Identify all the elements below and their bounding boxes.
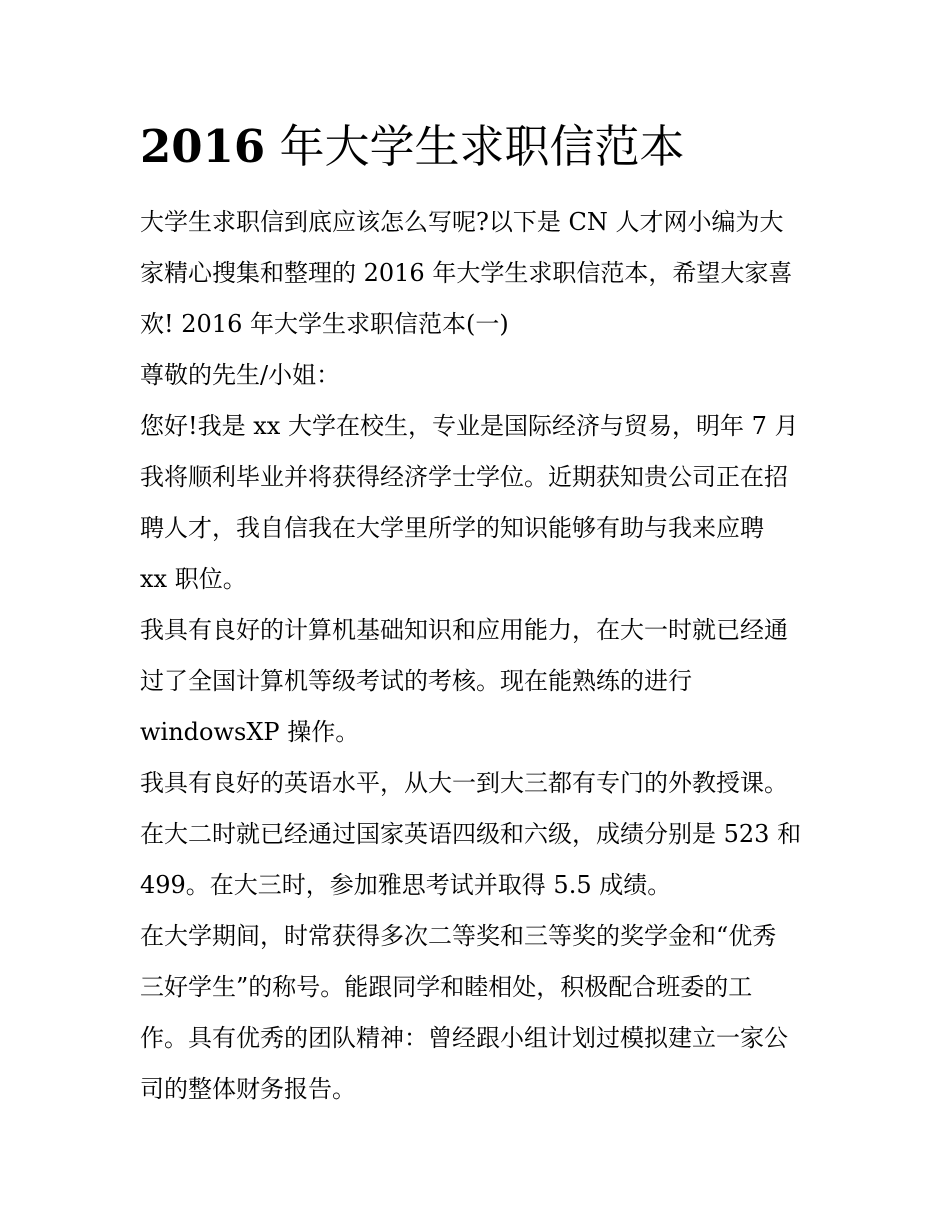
title-year: 2016 <box>140 120 266 173</box>
paragraph-line: 我具有良好的英语水平，从大一到大三都有专门的外教授课。 <box>140 769 788 797</box>
salutation: 尊敬的先生/小姐： <box>140 361 341 389</box>
paragraph-line: xx 职位。 <box>140 565 247 593</box>
document-title <box>140 117 685 177</box>
paragraph-line: 聘人才，我自信我在大学里所学的知识能够有助与我来应聘 <box>140 514 764 542</box>
paragraph-line: 我将顺利毕业并将获得经济学士学位。近期获知贵公司正在招 <box>140 463 788 491</box>
paragraph-line: 我具有良好的计算机基础知识和应用能力，在大一时就已经通 <box>140 616 788 644</box>
paragraph-line: 在大二时就已经通过国家英语四级和六级，成绩分别是 523 和 <box>140 820 802 848</box>
paragraph-line: 499。在大三时，参加雅思考试并取得 5.5 成绩。 <box>140 871 672 899</box>
paragraph-line: 司的整体财务报告。 <box>140 1075 356 1103</box>
paragraph-line: 在大学期间，时常获得多次二等奖和三等奖的奖学金和“优秀 <box>140 922 777 950</box>
paragraph-line: 大学生求职信到底应该怎么写呢?以下是 CN 人才网小编为大 <box>140 208 784 236</box>
paragraph-line: 家精心搜集和整理的 2016 年大学生求职信范本，希望大家喜 <box>140 259 793 287</box>
paragraph-line: 作。具有优秀的团队精神：曾经跟小组计划过模拟建立一家公 <box>140 1024 788 1052</box>
paragraph-line: 过了全国计算机等级考试的考核。现在能熟练的进行 <box>140 667 692 695</box>
paragraph-line: 您好!我是 xx 大学在校生，专业是国际经济与贸易，明年 7 月 <box>140 412 799 440</box>
paragraph-line: windowsXP 操作。 <box>140 718 360 746</box>
paragraph-line: 欢! 2016 年大学生求职信范本(一) <box>140 310 509 338</box>
title-text: 年大学生求职信范本 <box>265 120 685 173</box>
paragraph-line: 三好学生”的称号。能跟同学和睦相处，积极配合班委的工 <box>140 973 753 1001</box>
